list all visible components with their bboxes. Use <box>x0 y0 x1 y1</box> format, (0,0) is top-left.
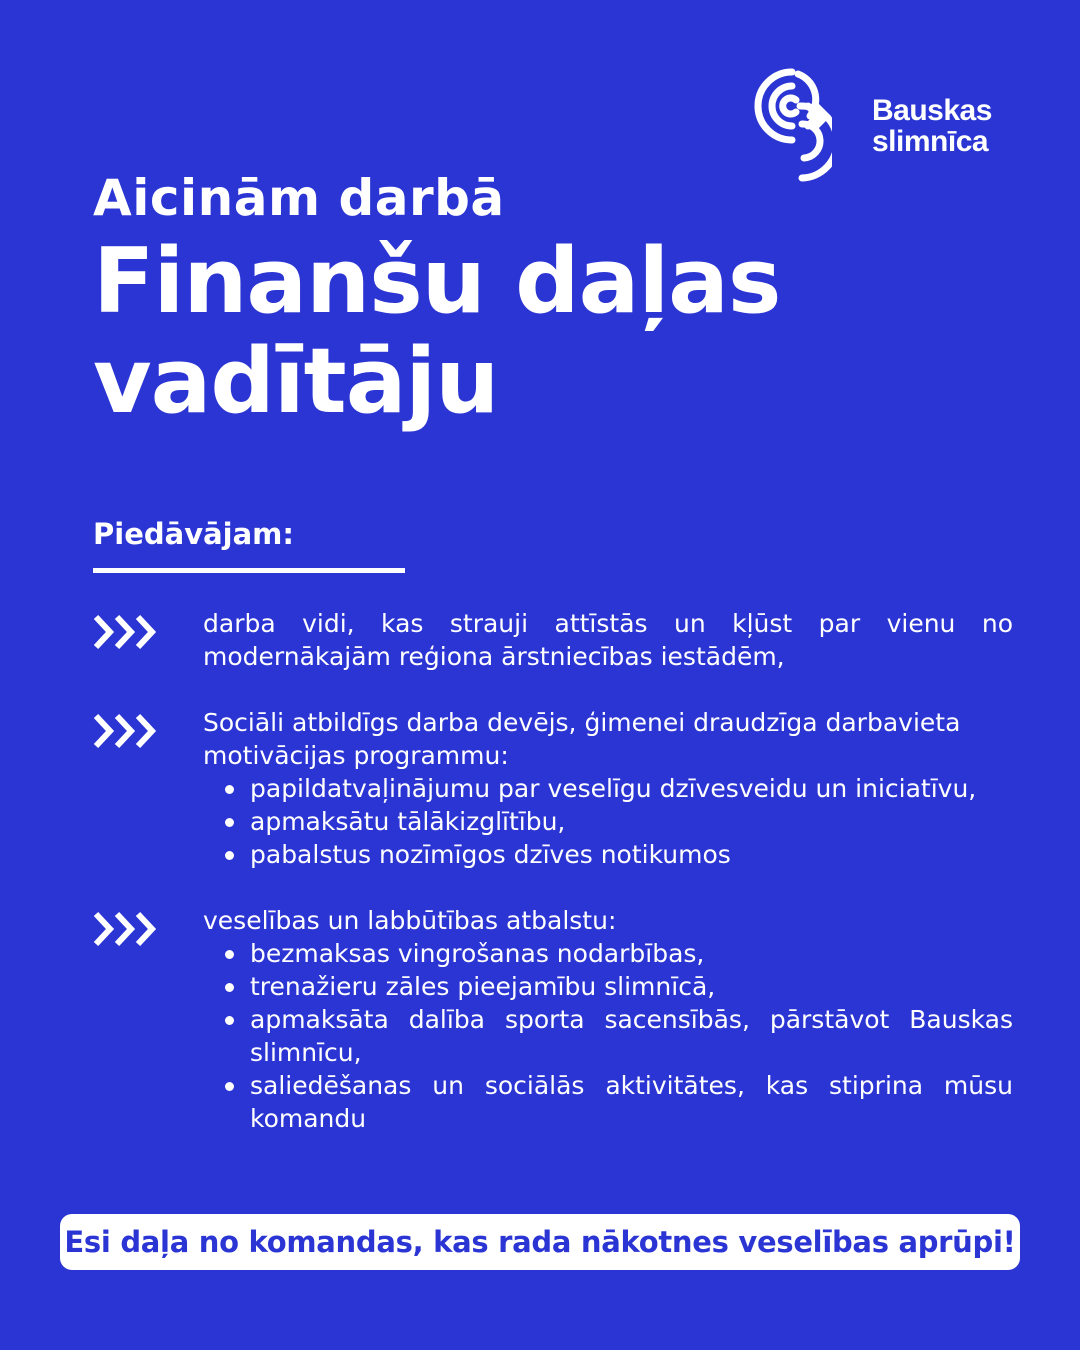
list-item: trenažieru zāles pieejamību slimnīcā, <box>250 970 1013 1003</box>
benefit-content <box>203 904 1013 1135</box>
benefit-text: darba vidi, kas strauji attīstās un kļūst par vienu no modernākajām reģiona ārstniecības iestādēm, <box>203 609 1013 671</box>
benefit-intro-line2: motivācijas programmu: <box>203 741 509 770</box>
benefit-intro-line1: Sociāli atbildīgs darba devējs, ģimenei draudzīga darbavieta <box>203 708 961 737</box>
benefit-content <box>203 706 1013 871</box>
benefit-sublist <box>203 772 1013 871</box>
list-item: bezmaksas vingrošanas nodarbības, <box>250 937 1013 970</box>
triple-chevron-icon <box>93 613 161 651</box>
eyebrow-heading: Aicinām darbā <box>93 169 505 227</box>
cta-text: Esi daļa no komandas, kas rada nākotnes veselības aprūpi! <box>64 1225 1016 1259</box>
brand-name-line2: slimnīca <box>872 125 989 158</box>
triple-chevron-icon <box>93 712 161 750</box>
cta-banner <box>60 1214 1020 1270</box>
brand-logo <box>752 66 992 186</box>
list-item: papildatvaļinājumu par veselīgu dzīvesveidu un iniciatīvu, <box>250 772 1013 805</box>
benefit-intro: veselības un labbūtības atbalstu: <box>203 906 617 935</box>
brand-name <box>872 95 992 157</box>
offer-heading: Piedāvājam: <box>93 517 294 551</box>
offer-divider <box>93 568 405 573</box>
benefit-sublist <box>203 937 1013 1135</box>
job-title-line2: vadītāju <box>93 329 499 434</box>
benefit-item <box>93 607 1013 673</box>
benefit-item <box>93 706 1013 871</box>
list-item: saliedēšanas un sociālās aktivitātes, kas stiprina mūsu komandu <box>250 1071 1013 1133</box>
brand-name-line1: Bauskas <box>872 94 992 127</box>
list-item: apmaksātu tālākizglītību, <box>250 805 1013 838</box>
job-title <box>93 229 781 434</box>
bauskas-slimnica-logo-icon <box>752 66 832 186</box>
triple-chevron-icon <box>93 910 161 948</box>
list-item: pabalstus nozīmīgos dzīves notikumos <box>250 838 1013 871</box>
list-item: apmaksāta dalība sporta sacensībās, pārstāvot Bauskas slimnīcu, <box>250 1005 1013 1067</box>
job-title-line1: Finanšu daļas <box>93 229 781 334</box>
benefit-item <box>93 904 1013 1135</box>
